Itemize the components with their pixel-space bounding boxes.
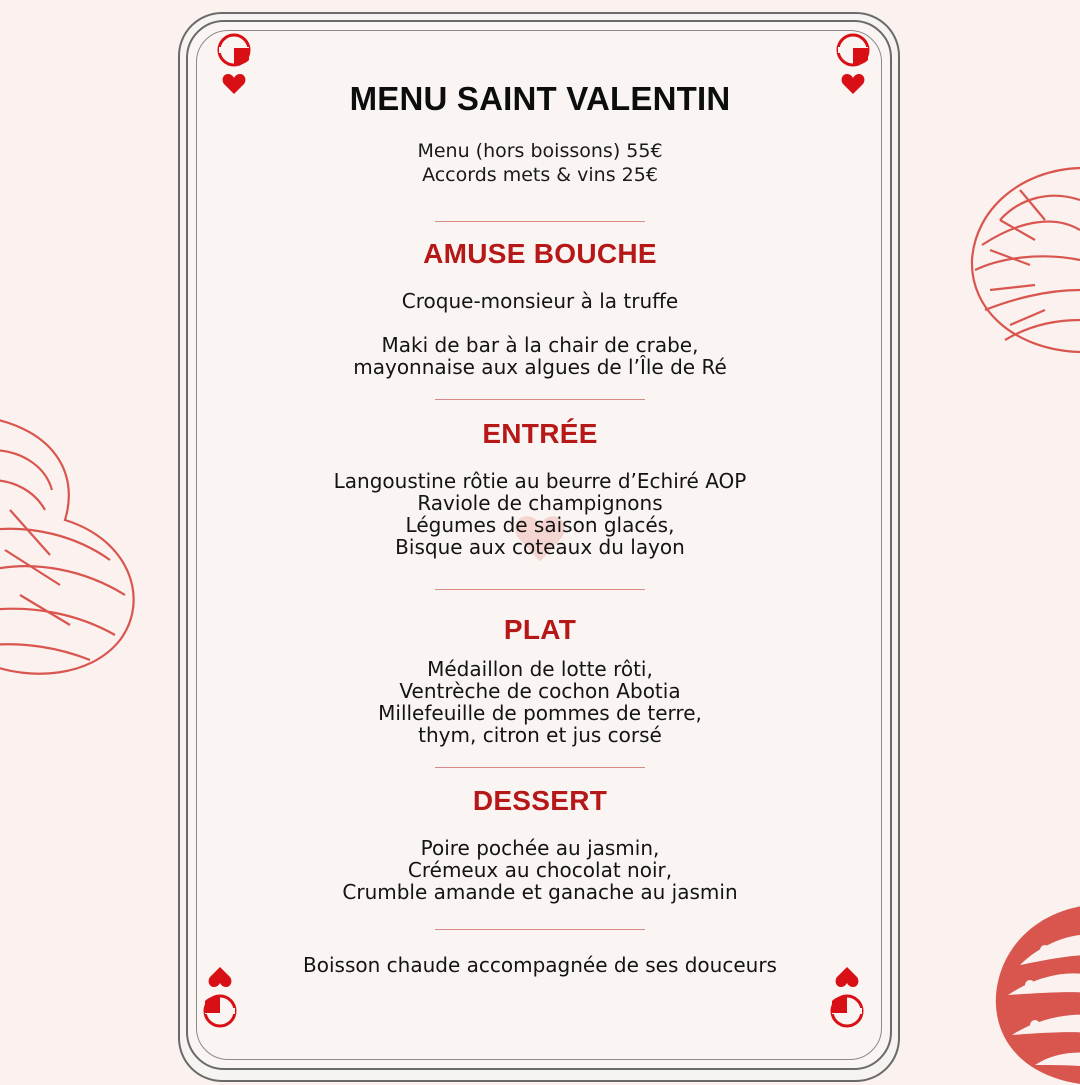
divider	[435, 589, 645, 590]
dish-line: Poire pochée au jasmin,	[420, 836, 660, 860]
dish-line: Maki de bar à la chair de crabe,	[381, 333, 699, 357]
divider	[435, 929, 645, 930]
dish-line: mayonnaise aux algues de l’Île de Ré	[353, 355, 727, 379]
section-heading-plat: PLAT	[503, 614, 577, 645]
divider	[435, 399, 645, 400]
dish-line: Crémeux au chocolat noir,	[407, 858, 673, 882]
section-heading-amuse-bouche: AMUSE BOUCHE	[423, 238, 657, 269]
dish-line: thym, citron et jus corsé	[418, 723, 662, 747]
dish-line: Langoustine rôtie au beurre d’Echiré AOP	[333, 469, 747, 493]
dish-line: Bisque aux coteaux du layon	[395, 535, 685, 559]
price-line: Accords mets & vins 25€	[422, 164, 658, 186]
section-heading-entree: ENTRÉE	[482, 418, 598, 449]
dish-line: Millefeuille de pommes de terre,	[378, 701, 702, 725]
menu-title: MENU SAINT VALENTIN	[349, 80, 731, 117]
dish-line: Crumble amande et ganache au jasmin	[342, 880, 738, 904]
price-line: Menu (hors boissons) 55€	[417, 140, 663, 162]
divider	[435, 767, 645, 768]
footer-note: Boisson chaude accompagnée de ses douceurs	[303, 953, 777, 977]
dish-line: Ventrèche de cochon Abotia	[399, 679, 681, 703]
section-heading-dessert: DESSERT	[472, 785, 608, 816]
divider	[435, 221, 645, 222]
dish-line: Médaillon de lotte rôti,	[427, 657, 653, 681]
dish-line: Raviole de champignons	[417, 491, 663, 515]
dish-line: Légumes de saison glacés,	[405, 513, 675, 537]
dish-line: Croque-monsieur à la truffe	[401, 289, 679, 313]
